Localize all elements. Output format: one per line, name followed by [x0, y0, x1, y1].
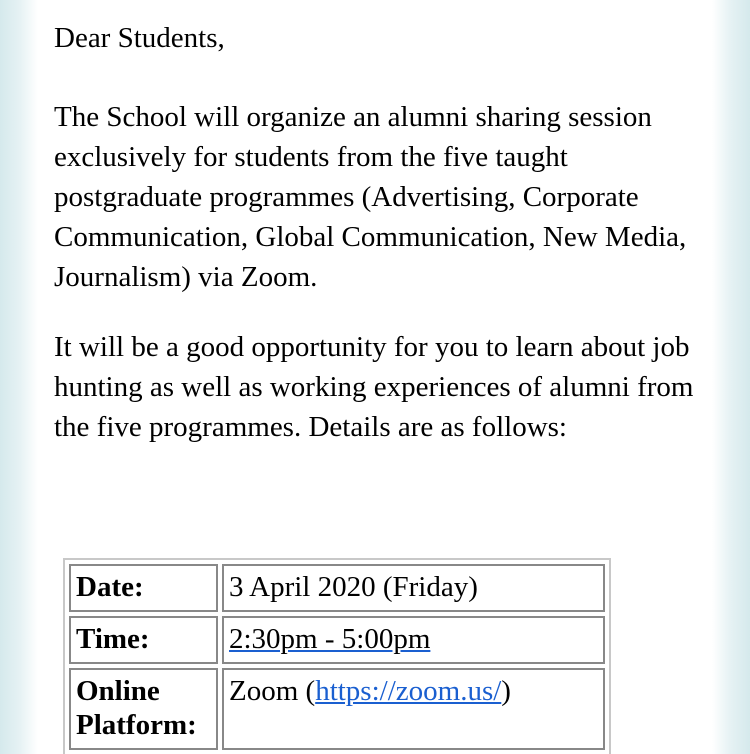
date-row: [69, 564, 605, 612]
date-label: Date:: [69, 564, 218, 612]
opportunity-paragraph: It will be a good opportunity for you to learn about job hunting as well as working experiences of alumni from the five programmes. Details are as follows:: [54, 331, 694, 443]
greeting: Dear Students,: [54, 22, 225, 54]
platform-row: [69, 668, 605, 750]
platform-suffix: ): [501, 675, 511, 707]
intro-paragraph: The School will organize an alumni sharing session exclusively for students from the five taught postgraduate programmes (Advertising, Corporate Communication, Global Communication, New Media, Journalism) via Zoom.: [54, 101, 687, 293]
platform-label: [69, 668, 218, 750]
zoom-link[interactable]: https://zoom.us/: [315, 675, 502, 707]
platform-name: Zoom (: [229, 675, 316, 707]
platform-label-line2: Platform:: [76, 709, 197, 741]
platform-value: [222, 668, 605, 750]
time-value[interactable]: 2:30pm - 5:00pm: [229, 623, 431, 655]
time-row: [69, 616, 605, 664]
time-label: Time:: [69, 616, 218, 664]
date-value: 3 April 2020 (Friday): [222, 564, 605, 612]
email-body: [40, 0, 710, 754]
details-table: [63, 558, 611, 754]
email-content: [54, 18, 694, 477]
time-value-cell: [222, 616, 605, 664]
platform-label-line1: Online: [76, 675, 160, 707]
